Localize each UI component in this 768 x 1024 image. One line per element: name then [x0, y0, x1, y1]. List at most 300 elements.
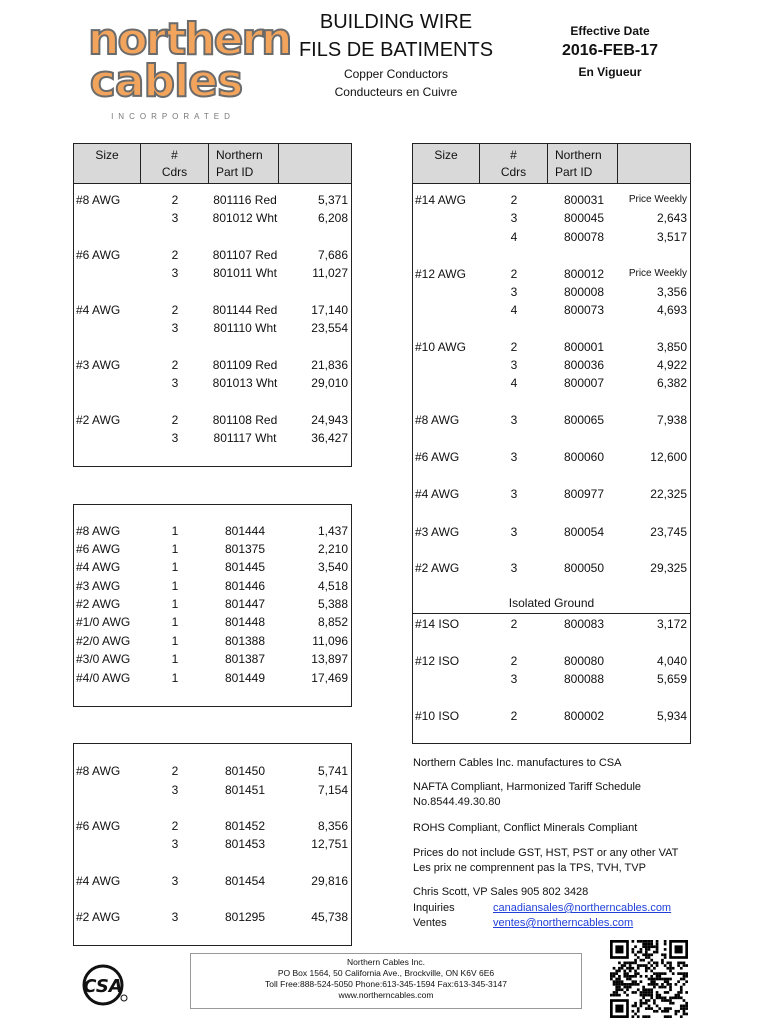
qr-module [656, 996, 659, 999]
cell-price: 4,040 [656, 654, 687, 668]
qr-module [648, 991, 651, 994]
qr-module [632, 967, 635, 970]
price-table-armoured [73, 743, 352, 946]
qr-module [629, 975, 632, 978]
qr-module [634, 953, 637, 956]
cell-conductors: 4 [510, 230, 518, 244]
qr-module [664, 1010, 667, 1013]
qr-module [661, 999, 664, 1002]
column-header-price [279, 144, 351, 184]
column-header-part-id [548, 144, 618, 184]
cell-part-id: 800031 [563, 193, 605, 207]
qr-module [672, 967, 675, 970]
cell-part-id: 801448 [224, 615, 266, 629]
cell-part-id: 801013 Wht [212, 376, 278, 390]
qr-module [648, 988, 651, 991]
qr-module [675, 945, 683, 953]
qr-module [658, 986, 661, 989]
qr-module [685, 991, 688, 994]
qr-module [664, 986, 667, 989]
cell-part-id: 801445 [224, 560, 266, 574]
cell-price: 23,554 [311, 321, 348, 335]
inquiries-row [413, 901, 713, 916]
cell-price: 8,356 [317, 819, 348, 833]
qr-module [669, 962, 672, 965]
qr-module [642, 996, 645, 999]
qr-module [680, 1007, 683, 1010]
qr-module [680, 1015, 683, 1018]
qr-module [632, 951, 635, 954]
cell-conductors: 3 [510, 211, 518, 225]
qr-module [650, 959, 653, 962]
qr-module [648, 940, 651, 943]
qr-module [626, 972, 629, 975]
qr-module [648, 1005, 651, 1008]
cell-price: 11,027 [312, 266, 348, 280]
note-tax-en: Prices do not include GST, HST, PST or any other VAT [413, 847, 679, 859]
cell-size: #2 AWG [415, 561, 460, 575]
qr-module [615, 988, 618, 991]
cell-part-id: 801144 Red [212, 303, 278, 317]
cell-price: 13,897 [311, 652, 348, 666]
qr-module [664, 980, 667, 983]
qr-module [656, 964, 659, 967]
qr-module [637, 1007, 640, 1010]
cell-price: 29,816 [311, 874, 348, 888]
cell-conductors: 3 [171, 910, 179, 924]
cell-part-id: 801012 Wht [212, 211, 278, 225]
qr-module [661, 959, 664, 962]
cell-part-id: 801117 Wht [213, 431, 277, 445]
qr-module [610, 972, 613, 975]
qr-module [653, 967, 656, 970]
cell-conductors: 2 [171, 764, 179, 778]
cell-size: #10 AWG [415, 340, 466, 354]
qr-module [613, 991, 616, 994]
cell-part-id: 800012 [563, 267, 605, 281]
cell-conductors: 2 [510, 267, 518, 281]
qr-module [645, 1015, 648, 1018]
qr-module [672, 996, 675, 999]
inquiries-email-link[interactable]: canadiansales@northerncables.com [493, 902, 672, 914]
qr-module [669, 986, 672, 989]
qr-module [675, 994, 678, 997]
column-header-conductors-label: # [510, 148, 517, 162]
qr-module [666, 1007, 669, 1010]
cell-price: 6,208 [317, 211, 348, 225]
cell-part-id: 800007 [563, 376, 605, 390]
qr-module [650, 1007, 653, 1010]
cell-conductors: 3 [171, 431, 179, 445]
qr-module [658, 996, 661, 999]
column-header-size-label: Size [434, 148, 458, 162]
cell-price: 23,745 [650, 525, 687, 539]
qr-module [661, 962, 664, 965]
qr-module [645, 1002, 648, 1005]
qr-module [642, 991, 645, 994]
qr-module [653, 980, 656, 983]
qr-module [653, 951, 656, 954]
qr-module [637, 972, 640, 975]
note-contact: Chris Scott, VP Sales 905 802 3428 [413, 886, 589, 898]
qr-module [680, 988, 683, 991]
qr-module [653, 978, 656, 981]
cell-size: #8 AWG [76, 524, 121, 538]
csa-mark-text: CSA [83, 976, 123, 997]
qr-module [645, 945, 648, 948]
qr-module [629, 986, 632, 989]
cell-conductors: 3 [171, 376, 179, 390]
cell-part-id: 800045 [563, 211, 605, 225]
cell-size: #8 AWG [415, 413, 460, 427]
qr-module [637, 983, 640, 986]
qr-module [640, 959, 643, 962]
qr-module [658, 994, 661, 997]
cell-part-id: 801388 [224, 634, 266, 648]
qr-module [615, 978, 618, 981]
cell-conductors: 3 [171, 783, 179, 797]
cell-size: #2 AWG [76, 910, 121, 924]
qr-module [650, 964, 653, 967]
qr-module [618, 975, 621, 978]
cell-part-id: 801453 [224, 837, 266, 851]
qr-module [650, 945, 653, 948]
qr-module [661, 972, 664, 975]
qr-module [642, 988, 645, 991]
price-table-right [412, 143, 691, 744]
cell-size: #6 AWG [76, 542, 121, 556]
cell-size: #4 AWG [76, 874, 121, 888]
cell-part-id: 800002 [563, 709, 605, 723]
qr-module [613, 967, 616, 970]
cell-price: 5,388 [317, 597, 348, 611]
qr-module [650, 953, 653, 956]
qr-module [623, 991, 626, 994]
qr-module [664, 956, 667, 959]
cell-conductors: 3 [510, 413, 518, 427]
cell-price: 11,096 [312, 634, 348, 648]
cell-price: 6,382 [656, 376, 687, 390]
qr-module [656, 975, 659, 978]
qr-module [656, 962, 659, 965]
qr-module [669, 1015, 672, 1018]
qr-module [666, 1010, 669, 1013]
cell-part-id: 800078 [563, 230, 605, 244]
column-header-part-id-label: Part ID [555, 165, 593, 179]
cell-conductors: 3 [171, 211, 179, 225]
qr-module [664, 940, 667, 943]
qr-module [615, 986, 618, 989]
qr-module [666, 967, 669, 970]
qr-module [685, 964, 688, 967]
qr-module [632, 991, 635, 994]
cell-conductors: 1 [171, 671, 179, 685]
qr-code[interactable] [610, 940, 688, 1018]
cell-price: 29,325 [650, 561, 687, 575]
footer-website-link[interactable]: www.northerncables.com [338, 990, 434, 1000]
cell-conductors: 1 [171, 524, 179, 538]
qr-module [656, 948, 659, 951]
qr-module [623, 972, 626, 975]
qr-module [669, 1002, 672, 1005]
qr-module [653, 983, 656, 986]
qr-module [645, 943, 648, 946]
table-header-row [413, 144, 690, 184]
document-subtitle-fr: Conducteurs en Cuivre [334, 85, 458, 99]
cell-price: 4,922 [656, 358, 687, 372]
qr-module [637, 964, 640, 967]
cell-conductors: 3 [171, 874, 179, 888]
qr-module [658, 975, 661, 978]
qr-module [650, 940, 653, 943]
qr-module [642, 1002, 645, 1005]
cell-price: Price Weekly [628, 194, 687, 205]
qr-module [650, 983, 653, 986]
qr-module [669, 1007, 672, 1010]
qr-module [653, 962, 656, 965]
qr-module [632, 983, 635, 986]
cell-price: 5,934 [656, 709, 687, 723]
cell-size: #10 ISO [415, 709, 460, 723]
qr-module [613, 983, 616, 986]
qr-module [634, 980, 637, 983]
effective-date: 2016-FEB-17 [561, 42, 659, 59]
qr-module [656, 983, 659, 986]
qr-module [664, 978, 667, 981]
cell-conductors: 2 [171, 358, 179, 372]
qr-module [645, 991, 648, 994]
qr-module [618, 970, 621, 973]
cell-price: 4,518 [317, 579, 348, 593]
cell-price: 5,659 [656, 672, 687, 686]
qr-module [656, 991, 659, 994]
qr-module [666, 1015, 669, 1018]
cell-part-id: 801110 Wht [213, 321, 277, 335]
qr-module [615, 972, 618, 975]
qr-module [648, 1007, 651, 1010]
column-header-price [618, 144, 690, 184]
qr-module [623, 983, 626, 986]
cell-part-id: 801444 [224, 524, 266, 538]
qr-module [685, 972, 688, 975]
cell-part-id: 801387 [224, 652, 266, 666]
cell-conductors: 3 [510, 285, 518, 299]
cell-part-id: 801375 [224, 542, 266, 556]
cell-conductors: 1 [171, 615, 179, 629]
qr-module [632, 1010, 635, 1013]
cell-size: #6 AWG [415, 450, 460, 464]
qr-module [685, 1007, 688, 1010]
column-header-conductors [480, 144, 548, 184]
cell-price: 12,600 [650, 450, 687, 464]
cell-part-id: 800036 [563, 358, 605, 372]
qr-module [615, 970, 618, 973]
qr-module [634, 1005, 637, 1008]
cell-part-id: 800008 [563, 285, 605, 299]
cell-part-id: 801109 Red [212, 358, 278, 372]
qr-module [621, 983, 624, 986]
qr-module [677, 964, 680, 967]
inquiries-label: Inquiries [413, 902, 455, 914]
cell-price: 21,836 [311, 358, 348, 372]
qr-module [672, 1002, 675, 1005]
qr-module [634, 970, 637, 973]
qr-module [618, 983, 621, 986]
cell-conductors: 3 [510, 561, 518, 575]
qr-module [675, 1013, 678, 1016]
cell-conductors: 3 [510, 525, 518, 539]
qr-module [632, 962, 635, 965]
qr-module [634, 962, 637, 965]
cell-conductors: 1 [171, 542, 179, 556]
qr-module [618, 994, 621, 997]
cell-conductors: 3 [510, 487, 518, 501]
cell-price: 4,693 [656, 303, 687, 317]
qr-module [680, 1005, 683, 1008]
qr-module [613, 975, 616, 978]
qr-module [623, 962, 626, 965]
note-nafta: NAFTA Compliant, Harmonized Tariff Schedule [413, 781, 642, 793]
qr-module [642, 959, 645, 962]
cell-price: 2,210 [317, 542, 348, 556]
cell-size: #4/0 AWG [76, 671, 131, 685]
qr-module [650, 978, 653, 981]
cell-part-id: 801454 [224, 874, 266, 888]
cell-conductors: 2 [510, 193, 518, 207]
qr-module [661, 986, 664, 989]
qr-module [648, 953, 651, 956]
cell-conductors: 3 [171, 321, 179, 335]
effective-date-label-fr: En Vigueur [578, 65, 642, 79]
cell-size: #14 AWG [415, 193, 466, 207]
qr-module [683, 1005, 686, 1008]
qr-module [618, 978, 621, 981]
qr-module [661, 983, 664, 986]
qr-module [626, 988, 629, 991]
qr-module [680, 962, 683, 965]
qr-module [664, 972, 667, 975]
cell-price: 3,540 [317, 560, 348, 574]
cell-price: 7,154 [317, 783, 348, 797]
logo-line-2: cables [89, 56, 243, 107]
qr-module [680, 986, 683, 989]
qr-module [666, 991, 669, 994]
qr-module [623, 986, 626, 989]
cell-price: Price Weekly [628, 268, 687, 279]
qr-module [613, 994, 616, 997]
qr-module [629, 978, 632, 981]
qr-module [621, 980, 624, 983]
qr-module [634, 945, 637, 948]
cell-conductors: 3 [510, 358, 518, 372]
cell-size: #4 AWG [76, 303, 121, 317]
qr-module [648, 1015, 651, 1018]
qr-module [661, 953, 664, 956]
qr-module [677, 980, 680, 983]
cell-conductors: 3 [510, 450, 518, 464]
cell-part-id: 800060 [563, 450, 605, 464]
qr-module [653, 999, 656, 1002]
qr-module [677, 991, 680, 994]
qr-module [610, 994, 613, 997]
qr-module [645, 988, 648, 991]
qr-module [640, 994, 643, 997]
qr-module [650, 988, 653, 991]
cell-conductors: 3 [171, 266, 179, 280]
qr-module [683, 1013, 686, 1016]
qr-module [680, 978, 683, 981]
cell-conductors: 1 [171, 560, 179, 574]
qr-module [656, 951, 659, 954]
column-header-conductors-label: Cdrs [500, 165, 527, 179]
cell-conductors: 2 [171, 819, 179, 833]
ventes-row [413, 916, 713, 931]
cell-size: #6 AWG [76, 248, 121, 262]
cell-part-id: 801452 [224, 819, 266, 833]
qr-module [645, 970, 648, 973]
qr-module [648, 943, 651, 946]
qr-module [669, 970, 672, 973]
qr-module [634, 972, 637, 975]
qr-module [685, 980, 688, 983]
qr-module [645, 1007, 648, 1010]
cell-part-id: 801108 Red [212, 413, 278, 427]
qr-module [642, 945, 645, 948]
qr-module [637, 940, 640, 943]
qr-module [661, 996, 664, 999]
qr-module [637, 951, 640, 954]
cell-price: 17,469 [311, 671, 348, 685]
qr-module [648, 967, 651, 970]
qr-module [680, 972, 683, 975]
csa-certification-mark [82, 962, 128, 1008]
qr-module [653, 1002, 656, 1005]
qr-module [645, 951, 648, 954]
qr-module [656, 943, 659, 946]
qr-module [653, 986, 656, 989]
qr-module [645, 956, 648, 959]
qr-module [640, 964, 643, 967]
cell-size: #1/0 AWG [76, 615, 131, 629]
cell-part-id: 801295 [224, 910, 266, 924]
qr-module [661, 1010, 664, 1013]
cell-part-id: 801116 Red [213, 193, 277, 207]
cell-size: #14 ISO [415, 617, 460, 631]
qr-module [677, 962, 680, 965]
cell-size: #3 AWG [415, 525, 460, 539]
qr-module [658, 978, 661, 981]
qr-module [615, 991, 618, 994]
qr-module [683, 964, 686, 967]
qr-module [613, 980, 616, 983]
qr-module [656, 1010, 659, 1013]
qr-module [672, 972, 675, 975]
qr-module [656, 972, 659, 975]
ventes-email-link[interactable]: ventes@northerncables.com [493, 917, 634, 929]
qr-module [648, 983, 651, 986]
column-header-size-label: Size [95, 148, 119, 162]
qr-module [610, 975, 613, 978]
qr-module [618, 967, 621, 970]
qr-module [623, 975, 626, 978]
cell-size: #8 AWG [76, 764, 121, 778]
column-header-part-id [209, 144, 279, 184]
qr-module [648, 999, 651, 1002]
qr-module [675, 1010, 678, 1013]
qr-module [626, 994, 629, 997]
cell-conductors: 2 [171, 303, 179, 317]
qr-module [648, 948, 651, 951]
